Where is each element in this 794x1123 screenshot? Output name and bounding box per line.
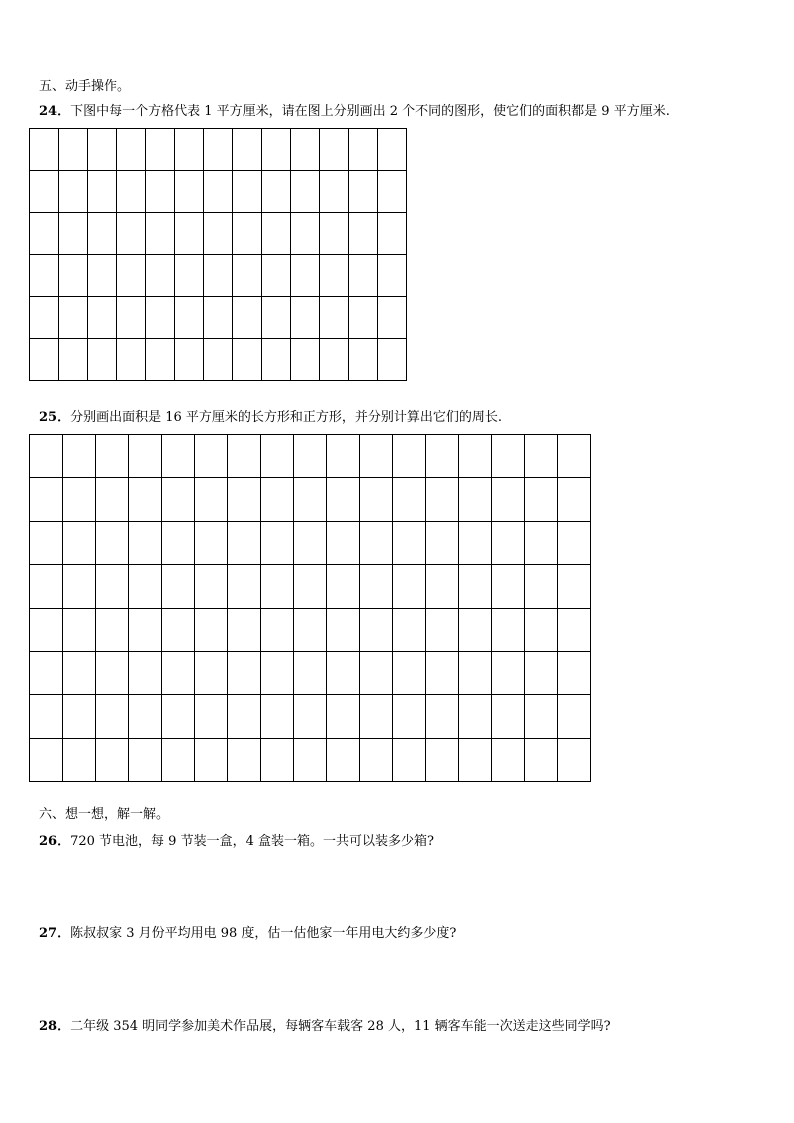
grid-cell[interactable] xyxy=(162,565,195,608)
question-26-number: 26． xyxy=(39,834,71,849)
grid-cell[interactable] xyxy=(59,129,88,171)
grid-cell[interactable] xyxy=(204,339,233,381)
grid-cell[interactable] xyxy=(162,478,195,521)
grid-cell[interactable] xyxy=(63,652,96,695)
grid-cell[interactable] xyxy=(525,435,558,478)
grid-cell[interactable] xyxy=(327,435,360,478)
grid-cell[interactable] xyxy=(327,695,360,738)
grid-cell[interactable] xyxy=(162,695,195,738)
grid-cell[interactable] xyxy=(360,739,393,782)
grid-cell[interactable] xyxy=(558,739,591,782)
grid-cell[interactable] xyxy=(426,652,459,695)
grid-cell[interactable] xyxy=(204,297,233,339)
grid-cell[interactable] xyxy=(349,339,378,381)
grid-cell[interactable] xyxy=(459,695,492,738)
grid-cell[interactable] xyxy=(349,297,378,339)
grid-cell[interactable] xyxy=(378,129,407,171)
grid-cell[interactable] xyxy=(175,297,204,339)
grid-cell[interactable] xyxy=(261,565,294,608)
grid-cell[interactable] xyxy=(195,652,228,695)
grid-cell[interactable] xyxy=(294,609,327,652)
grid-cell[interactable] xyxy=(492,652,525,695)
grid-cell[interactable] xyxy=(228,609,261,652)
grid-cell[interactable] xyxy=(261,609,294,652)
grid-cell[interactable] xyxy=(228,435,261,478)
grid-cell[interactable] xyxy=(558,522,591,565)
square-grid-25[interactable] xyxy=(29,434,591,782)
grid-cell[interactable] xyxy=(459,565,492,608)
grid-cell[interactable] xyxy=(146,171,175,213)
question-27 xyxy=(39,926,456,942)
grid-cell[interactable] xyxy=(129,652,162,695)
grid-cell[interactable] xyxy=(228,522,261,565)
grid-cell[interactable] xyxy=(117,213,146,255)
grid-cell[interactable] xyxy=(59,255,88,297)
grid-cell[interactable] xyxy=(195,565,228,608)
grid-cell[interactable] xyxy=(30,478,63,521)
grid-cell[interactable] xyxy=(30,565,63,608)
square-grid-24[interactable] xyxy=(29,128,407,381)
grid-cell[interactable] xyxy=(30,255,59,297)
grid-cell[interactable] xyxy=(378,297,407,339)
grid-cell[interactable] xyxy=(327,739,360,782)
grid-cell[interactable] xyxy=(459,609,492,652)
grid-cell[interactable] xyxy=(96,609,129,652)
grid-cell[interactable] xyxy=(59,297,88,339)
grid-cell[interactable] xyxy=(558,478,591,521)
grid-cell[interactable] xyxy=(393,652,426,695)
section-5-heading: 五、动手操作。 xyxy=(39,79,131,94)
grid-cell[interactable] xyxy=(63,435,96,478)
grid-cell[interactable] xyxy=(558,435,591,478)
grid-cell[interactable] xyxy=(393,522,426,565)
grid-cell[interactable] xyxy=(291,213,320,255)
grid-cell[interactable] xyxy=(30,739,63,782)
grid-cell[interactable] xyxy=(378,255,407,297)
grid-cell[interactable] xyxy=(294,695,327,738)
question-25-number: 25． xyxy=(39,410,71,425)
grid-cell[interactable] xyxy=(261,522,294,565)
grid-cell[interactable] xyxy=(162,435,195,478)
grid-cell[interactable] xyxy=(525,695,558,738)
question-26-text: 720 节电池，每 9 节装一盒，4 盒装一箱。一共可以装多少箱? xyxy=(70,834,434,849)
question-27-number: 27． xyxy=(39,926,71,941)
grid-cell[interactable] xyxy=(492,478,525,521)
grid-cell[interactable] xyxy=(63,565,96,608)
grid-cell[interactable] xyxy=(228,478,261,521)
grid-cell[interactable] xyxy=(129,739,162,782)
grid-cell[interactable] xyxy=(129,695,162,738)
grid-cell[interactable] xyxy=(492,522,525,565)
grid-cell[interactable] xyxy=(30,297,59,339)
grid-cell[interactable] xyxy=(228,565,261,608)
grid-cell[interactable] xyxy=(96,739,129,782)
grid-cell[interactable] xyxy=(233,129,262,171)
grid-cell[interactable] xyxy=(261,739,294,782)
question-24 xyxy=(39,104,670,120)
grid-cell[interactable] xyxy=(360,565,393,608)
grid-cell[interactable] xyxy=(291,171,320,213)
grid-cell[interactable] xyxy=(175,171,204,213)
grid-cell[interactable] xyxy=(162,652,195,695)
grid-cell[interactable] xyxy=(558,652,591,695)
grid-cell[interactable] xyxy=(378,171,407,213)
grid-cell[interactable] xyxy=(233,255,262,297)
grid-cell[interactable] xyxy=(204,129,233,171)
grid-cell[interactable] xyxy=(393,565,426,608)
grid-cell[interactable] xyxy=(162,522,195,565)
question-25-text: 分别画出面积是 16 平方厘米的长方形和正方形，并分别计算出它们的周长. xyxy=(70,410,503,425)
grid-cell[interactable] xyxy=(233,297,262,339)
grid-cell[interactable] xyxy=(327,522,360,565)
section-6-heading: 六、想一想，解一解。 xyxy=(39,807,170,822)
grid-cell[interactable] xyxy=(492,565,525,608)
grid-cell[interactable] xyxy=(327,652,360,695)
grid-cell[interactable] xyxy=(492,739,525,782)
grid-cell[interactable] xyxy=(30,652,63,695)
grid-cell[interactable] xyxy=(393,478,426,521)
grid-cell[interactable] xyxy=(459,652,492,695)
grid-cell[interactable] xyxy=(558,695,591,738)
grid-cell[interactable] xyxy=(204,213,233,255)
grid-cell[interactable] xyxy=(30,213,59,255)
grid-cell[interactable] xyxy=(233,339,262,381)
grid-cell[interactable] xyxy=(525,739,558,782)
grid-cell[interactable] xyxy=(320,171,349,213)
grid-cell[interactable] xyxy=(525,478,558,521)
question-28 xyxy=(39,1019,611,1035)
grid-cell[interactable] xyxy=(30,609,63,652)
grid-cell[interactable] xyxy=(393,609,426,652)
grid-cell[interactable] xyxy=(59,171,88,213)
grid-cell[interactable] xyxy=(204,255,233,297)
question-24-number: 24． xyxy=(39,104,71,119)
grid-cell[interactable] xyxy=(146,255,175,297)
grid-cell[interactable] xyxy=(294,739,327,782)
question-28-text: 二年级 354 明同学参加美术作品展，每辆客车载客 28 人，11 辆客车能一次送走这些同学吗? xyxy=(70,1019,611,1034)
grid-cell[interactable] xyxy=(426,565,459,608)
grid-cell[interactable] xyxy=(525,522,558,565)
grid-cell[interactable] xyxy=(393,739,426,782)
grid-cell[interactable] xyxy=(349,171,378,213)
grid-cell[interactable] xyxy=(525,652,558,695)
grid-cell[interactable] xyxy=(492,695,525,738)
grid-cell[interactable] xyxy=(426,695,459,738)
grid-cell[interactable] xyxy=(146,213,175,255)
grid-cell[interactable] xyxy=(195,522,228,565)
grid-cell[interactable] xyxy=(426,478,459,521)
grid-cell[interactable] xyxy=(393,695,426,738)
grid-cell[interactable] xyxy=(320,339,349,381)
grid-cell[interactable] xyxy=(261,478,294,521)
grid-cell[interactable] xyxy=(129,522,162,565)
grid-cell[interactable] xyxy=(378,213,407,255)
grid-cell[interactable] xyxy=(63,478,96,521)
grid-cell[interactable] xyxy=(294,652,327,695)
question-28-number: 28． xyxy=(39,1019,71,1034)
grid-cell[interactable] xyxy=(129,609,162,652)
grid-cell[interactable] xyxy=(261,695,294,738)
grid-cell[interactable] xyxy=(360,478,393,521)
grid-cell[interactable] xyxy=(349,255,378,297)
grid-cell[interactable] xyxy=(88,129,117,171)
grid-cell[interactable] xyxy=(96,565,129,608)
grid-cell[interactable] xyxy=(291,297,320,339)
grid-cell[interactable] xyxy=(30,171,59,213)
grid-cell[interactable] xyxy=(175,129,204,171)
grid-cell[interactable] xyxy=(294,478,327,521)
question-27-text: 陈叔叔家 3 月份平均用电 98 度，估一估他家一年用电大约多少度? xyxy=(70,926,457,941)
question-24-text: 下图中每一个方格代表 1 平方厘米，请在图上分别画出 2 个不同的图形，使它们的面积都是 9 平方厘米. xyxy=(70,104,670,119)
grid-cell[interactable] xyxy=(175,213,204,255)
grid-cell[interactable] xyxy=(88,171,117,213)
grid-cell[interactable] xyxy=(63,522,96,565)
grid-cell[interactable] xyxy=(320,213,349,255)
grid-cell[interactable] xyxy=(88,297,117,339)
grid-cell[interactable] xyxy=(262,255,291,297)
grid-cell[interactable] xyxy=(393,435,426,478)
grid-cell[interactable] xyxy=(291,255,320,297)
grid-cell[interactable] xyxy=(162,739,195,782)
grid-cell[interactable] xyxy=(233,213,262,255)
grid-cell[interactable] xyxy=(426,609,459,652)
grid-cell[interactable] xyxy=(96,652,129,695)
grid-cell[interactable] xyxy=(294,565,327,608)
grid-cell[interactable] xyxy=(262,297,291,339)
grid-cell[interactable] xyxy=(117,255,146,297)
question-26 xyxy=(39,834,434,850)
grid-cell[interactable] xyxy=(558,565,591,608)
grid-cell[interactable] xyxy=(320,297,349,339)
grid-cell[interactable] xyxy=(195,695,228,738)
grid-cell[interactable] xyxy=(162,609,195,652)
grid-cell[interactable] xyxy=(360,435,393,478)
grid-cell[interactable] xyxy=(146,339,175,381)
grid-cell[interactable] xyxy=(426,739,459,782)
grid-cell[interactable] xyxy=(360,522,393,565)
grid-cell[interactable] xyxy=(459,522,492,565)
grid-cell[interactable] xyxy=(261,435,294,478)
grid-cell[interactable] xyxy=(63,609,96,652)
grid-cell[interactable] xyxy=(117,339,146,381)
grid-cell[interactable] xyxy=(117,129,146,171)
grid-cell[interactable] xyxy=(262,129,291,171)
grid-cell[interactable] xyxy=(459,435,492,478)
grid-cell[interactable] xyxy=(175,255,204,297)
grid-cell[interactable] xyxy=(30,435,63,478)
grid-cell[interactable] xyxy=(262,171,291,213)
grid-cell[interactable] xyxy=(30,339,59,381)
grid-cell[interactable] xyxy=(360,695,393,738)
grid-cell[interactable] xyxy=(195,739,228,782)
grid-cell[interactable] xyxy=(262,339,291,381)
grid-cell[interactable] xyxy=(117,297,146,339)
grid-cell[interactable] xyxy=(327,565,360,608)
grid-cell[interactable] xyxy=(426,435,459,478)
grid-cell[interactable] xyxy=(492,609,525,652)
grid-cell[interactable] xyxy=(360,609,393,652)
grid-cell[interactable] xyxy=(30,522,63,565)
grid-cell[interactable] xyxy=(59,213,88,255)
grid-cell[interactable] xyxy=(558,609,591,652)
grid-cell[interactable] xyxy=(327,609,360,652)
grid-cell[interactable] xyxy=(129,565,162,608)
grid-cell[interactable] xyxy=(349,129,378,171)
grid-cell[interactable] xyxy=(294,522,327,565)
grid-cell[interactable] xyxy=(195,435,228,478)
grid-cell[interactable] xyxy=(294,435,327,478)
grid-cell[interactable] xyxy=(175,339,204,381)
grid-cell[interactable] xyxy=(459,478,492,521)
grid-cell[interactable] xyxy=(63,739,96,782)
grid-cell[interactable] xyxy=(96,478,129,521)
grid-cell[interactable] xyxy=(228,695,261,738)
grid-cell[interactable] xyxy=(146,297,175,339)
grid-cell[interactable] xyxy=(88,213,117,255)
grid-cell[interactable] xyxy=(117,171,146,213)
grid-cell[interactable] xyxy=(261,652,294,695)
grid-cell[interactable] xyxy=(291,339,320,381)
grid-cell[interactable] xyxy=(96,695,129,738)
grid-cell[interactable] xyxy=(129,435,162,478)
grid-cell[interactable] xyxy=(426,522,459,565)
grid-cell[interactable] xyxy=(349,213,378,255)
grid-cell[interactable] xyxy=(459,739,492,782)
grid-cell[interactable] xyxy=(320,129,349,171)
grid-cell[interactable] xyxy=(146,129,175,171)
grid-cell[interactable] xyxy=(63,695,96,738)
grid-cell[interactable] xyxy=(96,435,129,478)
grid-cell[interactable] xyxy=(88,255,117,297)
grid-cell[interactable] xyxy=(30,129,59,171)
grid-cell[interactable] xyxy=(204,171,233,213)
grid-cell[interactable] xyxy=(228,652,261,695)
grid-cell[interactable] xyxy=(262,213,291,255)
grid-cell[interactable] xyxy=(233,171,262,213)
grid-cell[interactable] xyxy=(360,652,393,695)
grid-cell[interactable] xyxy=(378,339,407,381)
grid-cell[interactable] xyxy=(195,478,228,521)
question-25 xyxy=(39,410,502,426)
grid-cell[interactable] xyxy=(88,339,117,381)
grid-cell[interactable] xyxy=(320,255,349,297)
grid-cell[interactable] xyxy=(96,522,129,565)
grid-cell[interactable] xyxy=(195,609,228,652)
grid-cell[interactable] xyxy=(492,435,525,478)
grid-cell[interactable] xyxy=(59,339,88,381)
grid-cell[interactable] xyxy=(525,609,558,652)
grid-cell[interactable] xyxy=(30,695,63,738)
grid-cell[interactable] xyxy=(129,478,162,521)
grid-cell[interactable] xyxy=(525,565,558,608)
grid-cell[interactable] xyxy=(327,478,360,521)
grid-cell[interactable] xyxy=(291,129,320,171)
grid-cell[interactable] xyxy=(228,739,261,782)
